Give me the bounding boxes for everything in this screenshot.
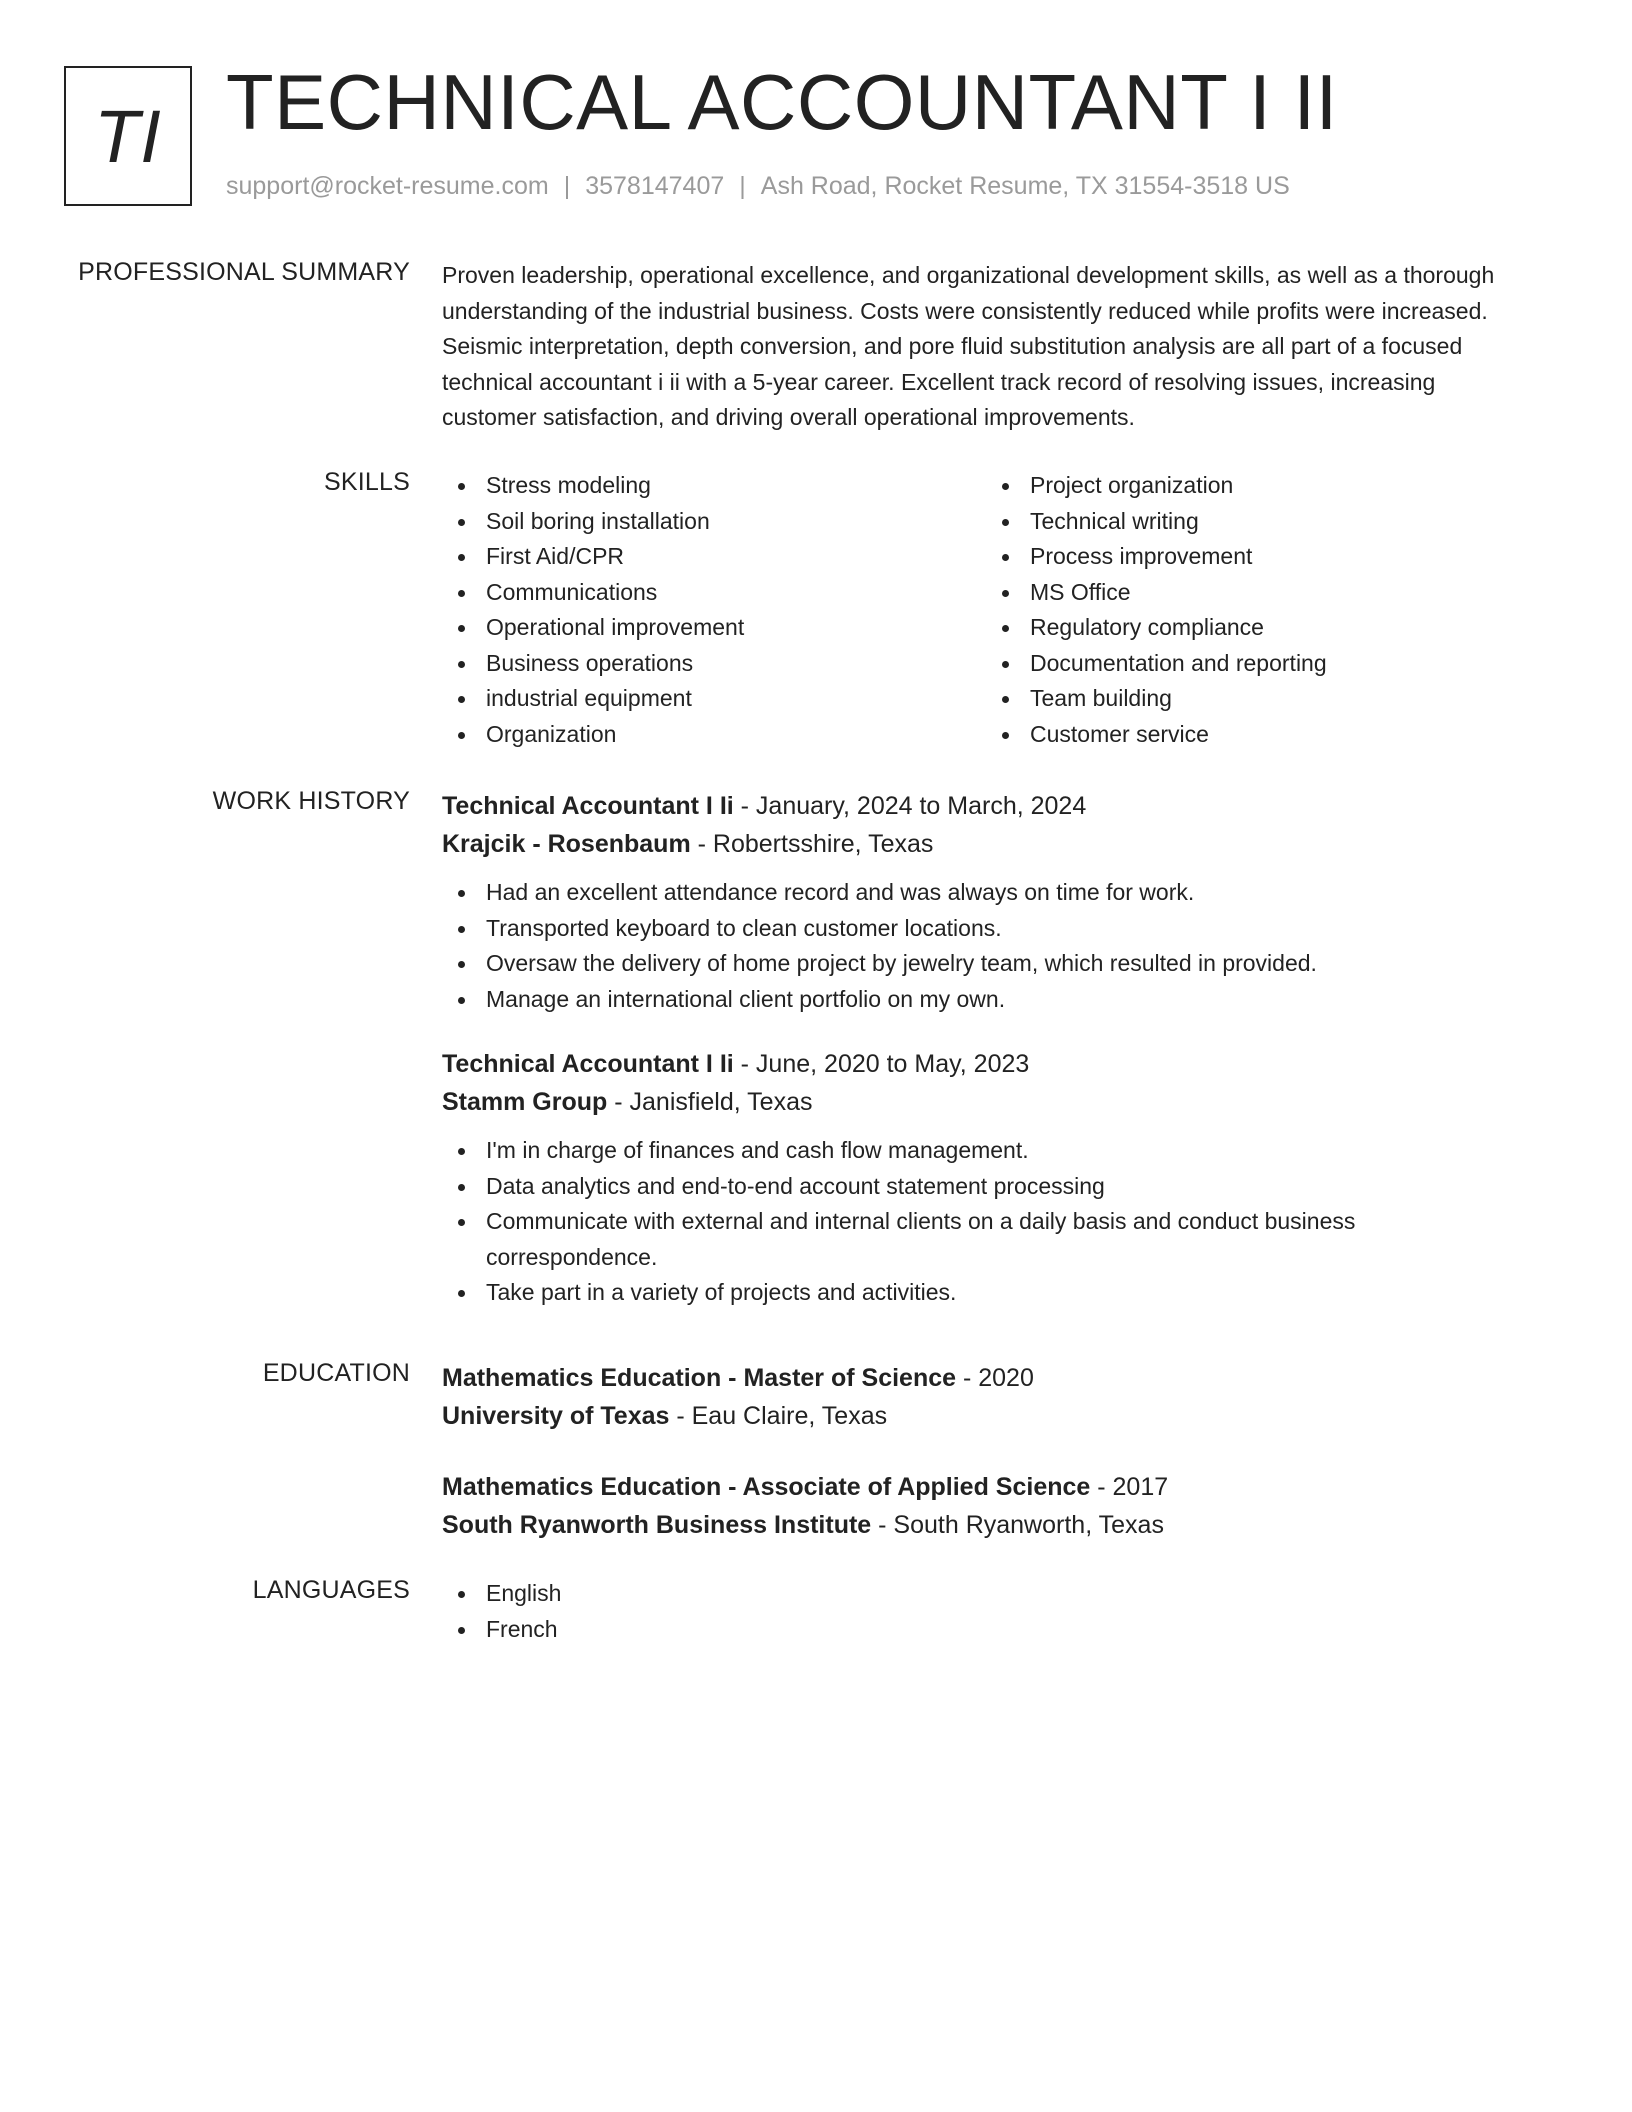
skill-item: Organization bbox=[442, 717, 986, 753]
job-duties bbox=[442, 875, 1532, 1017]
job-dates: - June, 2020 to May, 2023 bbox=[733, 1050, 1030, 1078]
skill-item: Stress modeling bbox=[442, 468, 986, 504]
job-duty: Oversaw the delivery of home project by jewelry team, which resulted in provided. bbox=[442, 946, 1532, 982]
section-label-languages: LANGUAGES bbox=[252, 1576, 410, 1604]
contact-separator: | bbox=[739, 172, 746, 200]
education-entry bbox=[442, 1359, 1532, 1435]
job-company: Krajcik - Rosenbaum bbox=[442, 830, 691, 858]
education-degree-line bbox=[442, 1359, 1532, 1397]
education-school-line bbox=[442, 1397, 1532, 1435]
job-entry bbox=[442, 787, 1532, 1017]
education-year: - 2020 bbox=[956, 1364, 1034, 1392]
skill-item: MS Office bbox=[986, 575, 1530, 611]
skill-item: Customer service bbox=[986, 717, 1530, 753]
skill-item: Documentation and reporting bbox=[986, 646, 1530, 682]
job-duty: Communicate with external and internal clients on a daily basis and conduct business correspondence. bbox=[442, 1204, 1532, 1275]
skill-item: Project organization bbox=[986, 468, 1530, 504]
education-school: South Ryanworth Business Institute bbox=[442, 1511, 872, 1539]
skill-item: industrial equipment bbox=[442, 681, 986, 717]
section-label-education: EDUCATION bbox=[262, 1359, 410, 1387]
contact-line bbox=[226, 172, 1290, 201]
section-label-work-history: WORK HISTORY bbox=[212, 787, 410, 815]
skill-item: Process improvement bbox=[986, 539, 1530, 575]
summary-text: Proven leadership, operational excellence, and organizational development skills, as well as a thorough understanding of the industrial business. Costs were consistently reduced while profits were increased. Seismic interpretation, depth conversion, and pore fluid substitution analysis are all part of a focused technical accountant i ii with a 5-year career. Excellent track record of resolving issues, increasing customer satisfaction, and driving overall operational improvements. bbox=[442, 262, 1495, 430]
skills-column-right bbox=[986, 468, 1530, 752]
monogram-text: TI bbox=[94, 94, 162, 178]
education-degree-line bbox=[442, 1468, 1532, 1506]
education-body bbox=[442, 1359, 1532, 1544]
job-company: Stamm Group bbox=[442, 1088, 608, 1116]
contact-email: support@rocket-resume.com bbox=[226, 172, 549, 200]
section-label-summary: PROFESSIONAL SUMMARY bbox=[78, 258, 410, 286]
job-dates: - January, 2024 to March, 2024 bbox=[733, 792, 1087, 820]
skill-item: Operational improvement bbox=[442, 610, 986, 646]
education-entry bbox=[442, 1468, 1532, 1544]
monogram-logo bbox=[64, 66, 192, 206]
language-item: French bbox=[442, 1612, 1532, 1648]
education-school: University of Texas bbox=[442, 1402, 670, 1430]
education-school-line bbox=[442, 1506, 1532, 1544]
section-label-skills: SKILLS bbox=[324, 468, 410, 496]
languages-list bbox=[442, 1576, 1532, 1647]
job-title: Technical Accountant I Ii bbox=[442, 1050, 734, 1078]
job-duty: Take part in a variety of projects and activities. bbox=[442, 1275, 1532, 1311]
contact-address: Ash Road, Rocket Resume, TX 31554-3518 US bbox=[760, 172, 1290, 200]
skill-item: Communications bbox=[442, 575, 986, 611]
resume-name: TECHNICAL ACCOUNTANT I II bbox=[226, 58, 1338, 146]
job-duty: Data analytics and end-to-end account statement processing bbox=[442, 1169, 1532, 1205]
contact-separator: | bbox=[563, 172, 571, 200]
job-duties bbox=[442, 1133, 1532, 1311]
skill-item: First Aid/CPR bbox=[442, 539, 986, 575]
job-location: - Robertsshire, Texas bbox=[690, 830, 934, 858]
skill-item: Regulatory compliance bbox=[986, 610, 1530, 646]
work-history-body bbox=[442, 787, 1532, 1311]
skill-item: Technical writing bbox=[986, 504, 1530, 540]
education-year: - 2017 bbox=[1090, 1473, 1169, 1501]
job-duty: Transported keyboard to clean customer locations. bbox=[442, 911, 1532, 947]
education-location: - South Ryanworth, Texas bbox=[871, 1511, 1164, 1539]
skill-item: Team building bbox=[986, 681, 1530, 717]
job-duty: Had an excellent attendance record and was always on time for work. bbox=[442, 875, 1532, 911]
language-item: English bbox=[442, 1576, 1532, 1612]
skills-column-left bbox=[442, 468, 986, 752]
job-company-line bbox=[442, 1083, 1532, 1121]
education-location: - Eau Claire, Texas bbox=[669, 1402, 888, 1430]
job-duty: Manage an international client portfolio on my own. bbox=[442, 982, 1532, 1018]
skill-item: Business operations bbox=[442, 646, 986, 682]
skills-grid bbox=[442, 468, 1532, 752]
job-duty: I'm in charge of finances and cash flow management. bbox=[442, 1133, 1532, 1169]
languages-body bbox=[442, 1576, 1532, 1647]
education-degree: Mathematics Education - Master of Science bbox=[442, 1364, 957, 1392]
skill-item: Soil boring installation bbox=[442, 504, 986, 540]
job-entry bbox=[442, 1045, 1532, 1311]
job-company-line bbox=[442, 825, 1532, 863]
job-title-line bbox=[442, 787, 1532, 825]
job-title: Technical Accountant I Ii bbox=[442, 792, 734, 820]
education-degree: Mathematics Education - Associate of Applied Science bbox=[442, 1473, 1091, 1501]
contact-phone: 3578147407 bbox=[585, 172, 725, 200]
job-location: - Janisfield, Texas bbox=[607, 1088, 813, 1116]
job-title-line bbox=[442, 1045, 1532, 1083]
skills-body bbox=[442, 468, 1532, 752]
